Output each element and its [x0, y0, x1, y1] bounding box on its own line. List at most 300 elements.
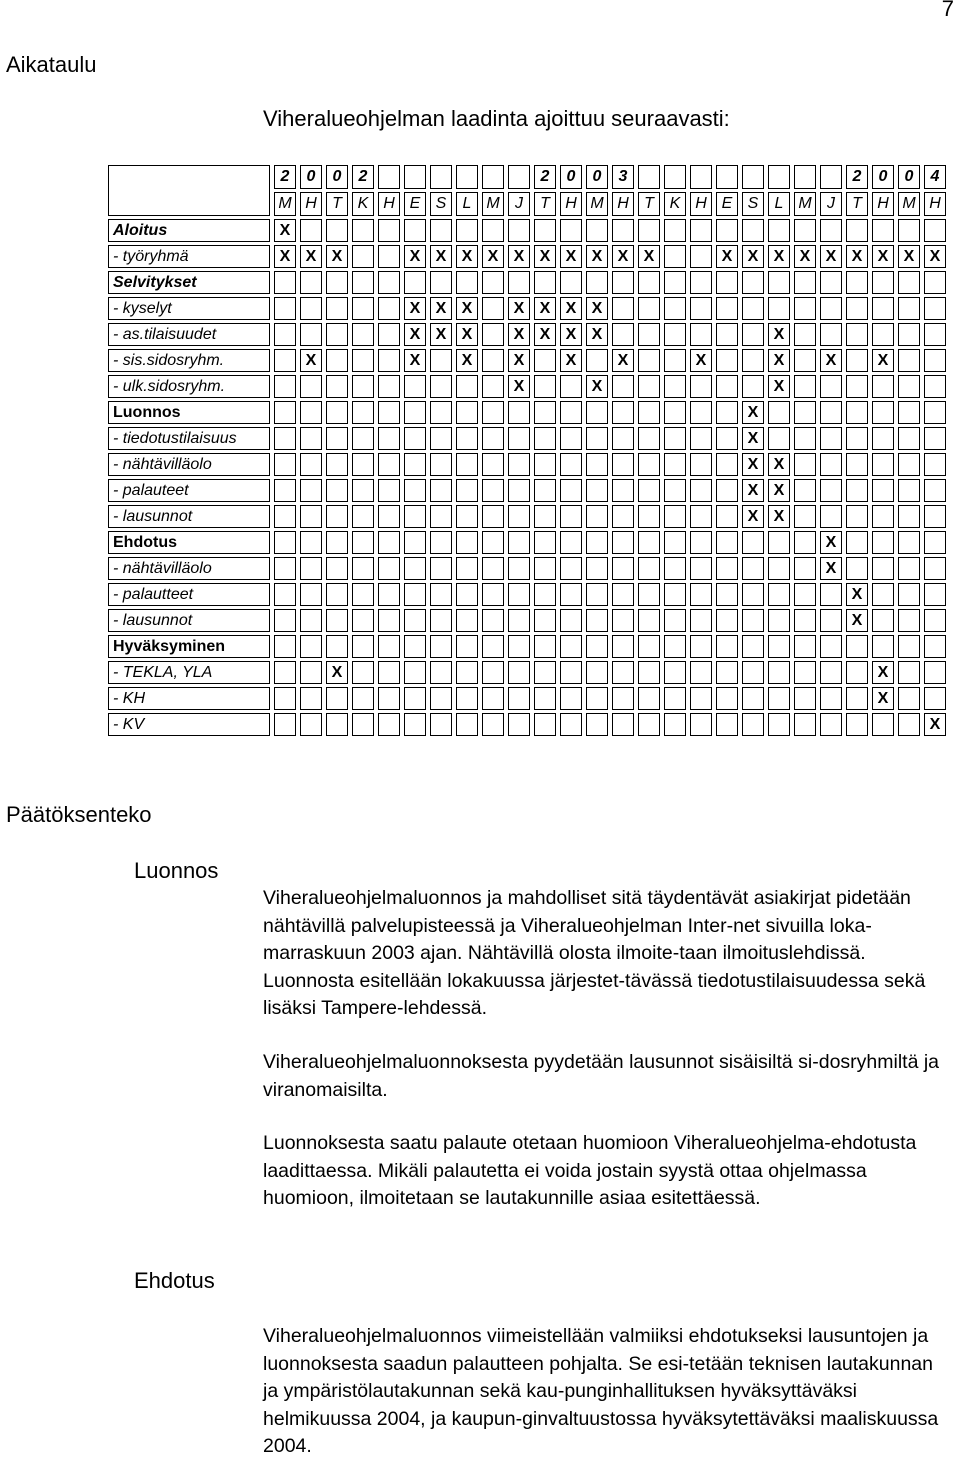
- schedule-cell: [846, 531, 868, 554]
- schedule-cell: [716, 635, 738, 658]
- schedule-cell: [560, 271, 582, 294]
- schedule-cell: [872, 635, 894, 658]
- schedule-cell: [300, 661, 322, 684]
- year-digit-cell: [456, 165, 478, 189]
- schedule-cell: X: [404, 323, 426, 346]
- year-digit-cell: 3: [612, 165, 634, 189]
- schedule-table: [104, 162, 950, 739]
- schedule-cell: [300, 583, 322, 606]
- schedule-cell: [274, 349, 296, 372]
- schedule-cell: [794, 557, 816, 580]
- schedule-cell: [924, 557, 946, 580]
- schedule-cell: [586, 271, 608, 294]
- schedule-cell: [638, 687, 660, 710]
- year-digit-cell: 0: [586, 165, 608, 189]
- schedule-cell: [326, 401, 348, 424]
- schedule-row: [108, 713, 946, 736]
- schedule-cell: [690, 531, 712, 554]
- schedule-cell: [560, 401, 582, 424]
- schedule-cell: X: [274, 219, 296, 242]
- schedule-cell: [768, 427, 790, 450]
- schedule-cell: [534, 479, 556, 502]
- schedule-cell: [430, 531, 452, 554]
- schedule-row-label: - kyselyt: [108, 297, 270, 320]
- schedule-cell: X: [768, 245, 790, 268]
- schedule-cell: [326, 297, 348, 320]
- schedule-cell: [924, 453, 946, 476]
- schedule-cell: [716, 427, 738, 450]
- schedule-cell: [326, 583, 348, 606]
- year-digit-cell: [690, 165, 712, 189]
- schedule-cell: [898, 401, 920, 424]
- schedule-cell: [560, 635, 582, 658]
- schedule-cell: X: [404, 349, 426, 372]
- schedule-row-label: - TEKLA, YLA: [108, 661, 270, 684]
- paragraph-luonnos-statements: Viheralueohjelmaluonnoksesta pyydetään lausunnot sisäisiltä si-dosryhmiltä ja viranomaisilta.: [263, 1051, 940, 1101]
- schedule-cell: X: [430, 245, 452, 268]
- schedule-cell: [690, 557, 712, 580]
- schedule-cell: [638, 427, 660, 450]
- schedule-cell: [326, 323, 348, 346]
- schedule-cell: [274, 323, 296, 346]
- schedule-cell: [274, 427, 296, 450]
- schedule-cell: X: [898, 245, 920, 268]
- schedule-cell: X: [742, 245, 764, 268]
- schedule-cell: [586, 713, 608, 736]
- schedule-cell: [638, 609, 660, 632]
- schedule-cell: [430, 505, 452, 528]
- schedule-cell: [352, 375, 374, 398]
- schedule-cell: [456, 557, 478, 580]
- schedule-cell: [742, 531, 764, 554]
- month-cell: M: [274, 192, 296, 216]
- schedule-cell: [534, 661, 556, 684]
- month-cell: K: [352, 192, 374, 216]
- year-digit-cell: 0: [300, 165, 322, 189]
- schedule-cell: [274, 713, 296, 736]
- schedule-cell: [378, 271, 400, 294]
- schedule-cell: [794, 661, 816, 684]
- schedule-row: [108, 401, 946, 424]
- schedule-cell: [794, 531, 816, 554]
- schedule-cell: [352, 713, 374, 736]
- schedule-cell: X: [742, 427, 764, 450]
- schedule-cell: [638, 323, 660, 346]
- schedule-cell: [586, 661, 608, 684]
- schedule-cell: [534, 401, 556, 424]
- schedule-cell: [378, 479, 400, 502]
- schedule-cell: [742, 635, 764, 658]
- schedule-cell: [300, 505, 322, 528]
- schedule-cell: [690, 427, 712, 450]
- schedule-row: [108, 349, 946, 372]
- schedule-cell: [924, 401, 946, 424]
- schedule-cell: [378, 583, 400, 606]
- schedule-cell: [482, 687, 504, 710]
- schedule-cell: [560, 557, 582, 580]
- schedule-cell: [872, 271, 894, 294]
- schedule-cell: [690, 245, 712, 268]
- schedule-cell: [352, 323, 374, 346]
- schedule-cell: [430, 375, 452, 398]
- schedule-cell: [872, 479, 894, 502]
- schedule-row-label: - palautteet: [108, 583, 270, 606]
- schedule-row: [108, 297, 946, 320]
- schedule-cell: [534, 583, 556, 606]
- schedule-cell: [716, 401, 738, 424]
- schedule-cell: [534, 609, 556, 632]
- schedule-cell: [794, 505, 816, 528]
- schedule-cell: [378, 375, 400, 398]
- schedule-cell: [690, 661, 712, 684]
- luonnos-label: Luonnos: [134, 858, 219, 883]
- section-title: Aikataulu: [6, 52, 97, 77]
- schedule-cell: [378, 635, 400, 658]
- schedule-cell: [716, 349, 738, 372]
- schedule-cell: [690, 453, 712, 476]
- schedule-cell: X: [742, 479, 764, 502]
- schedule-cell: [820, 635, 842, 658]
- schedule-cell: [794, 453, 816, 476]
- schedule-cell: X: [846, 245, 868, 268]
- schedule-cell: [898, 453, 920, 476]
- month-cell: E: [404, 192, 426, 216]
- schedule-cell: [326, 505, 348, 528]
- schedule-cell: [638, 271, 660, 294]
- schedule-cell: [638, 505, 660, 528]
- schedule-cell: X: [768, 505, 790, 528]
- schedule-cell: X: [456, 323, 478, 346]
- schedule-row-label: Selvitykset: [108, 271, 270, 294]
- schedule-cell: [846, 297, 868, 320]
- schedule-cell: [404, 505, 426, 528]
- schedule-cell: [638, 479, 660, 502]
- schedule-header-label: [108, 165, 270, 216]
- schedule-cell: [664, 661, 686, 684]
- schedule-cell: [690, 635, 712, 658]
- schedule-cell: [352, 297, 374, 320]
- schedule-cell: [612, 427, 634, 450]
- schedule-cell: [378, 453, 400, 476]
- schedule-cell: [638, 713, 660, 736]
- schedule-cell: [638, 583, 660, 606]
- schedule-cell: [482, 557, 504, 580]
- schedule-cell: X: [586, 297, 608, 320]
- schedule-cell: [742, 713, 764, 736]
- schedule-row: [108, 271, 946, 294]
- schedule-cell: [768, 609, 790, 632]
- schedule-cell: [768, 557, 790, 580]
- schedule-cell: [378, 505, 400, 528]
- schedule-cell: [404, 557, 426, 580]
- schedule-cell: [924, 609, 946, 632]
- month-cell: H: [924, 192, 946, 216]
- schedule-cell: [664, 297, 686, 320]
- schedule-cell: [508, 557, 530, 580]
- schedule-cell: [664, 713, 686, 736]
- schedule-cell: X: [508, 323, 530, 346]
- schedule-cell: [716, 557, 738, 580]
- schedule-cell: [404, 713, 426, 736]
- schedule-cell: [560, 505, 582, 528]
- schedule-row-label: - nähtävilläolo: [108, 557, 270, 580]
- schedule-cell: [794, 297, 816, 320]
- schedule-cell: [664, 583, 686, 606]
- schedule-cell: [846, 427, 868, 450]
- schedule-cell: [638, 661, 660, 684]
- schedule-cell: [560, 453, 582, 476]
- schedule-cell: [586, 531, 608, 554]
- month-cell: H: [300, 192, 322, 216]
- schedule-cell: [326, 713, 348, 736]
- schedule-cell: [664, 479, 686, 502]
- schedule-cell: [664, 453, 686, 476]
- schedule-cell: [612, 687, 634, 710]
- schedule-cell: [716, 219, 738, 242]
- schedule-cell: X: [534, 297, 556, 320]
- month-cell: M: [898, 192, 920, 216]
- schedule-cell: [274, 583, 296, 606]
- schedule-cell: [794, 323, 816, 346]
- schedule-cell: [508, 635, 530, 658]
- month-cell: T: [638, 192, 660, 216]
- schedule-cell: [508, 583, 530, 606]
- schedule-cell: [430, 609, 452, 632]
- schedule-row: [108, 323, 946, 346]
- year-digit-cell: 2: [352, 165, 374, 189]
- schedule-cell: [742, 557, 764, 580]
- schedule-cell: [742, 375, 764, 398]
- schedule-cell: [924, 219, 946, 242]
- schedule-row-label: - lausunnot: [108, 609, 270, 632]
- schedule-cell: [586, 219, 608, 242]
- schedule-cell: [768, 583, 790, 606]
- schedule-cell: [378, 557, 400, 580]
- schedule-cell: [378, 609, 400, 632]
- schedule-cell: [586, 349, 608, 372]
- schedule-cell: [742, 297, 764, 320]
- schedule-cell: [898, 323, 920, 346]
- schedule-cell: [898, 557, 920, 580]
- schedule-cell: [560, 609, 582, 632]
- schedule-cell: [612, 557, 634, 580]
- schedule-cell: [560, 713, 582, 736]
- schedule-cell: [430, 687, 452, 710]
- schedule-row: [108, 505, 946, 528]
- year-digit-cell: 0: [898, 165, 920, 189]
- year-digit-cell: [508, 165, 530, 189]
- month-cell: H: [872, 192, 894, 216]
- schedule-cell: [820, 505, 842, 528]
- schedule-row-label: - työryhmä: [108, 245, 270, 268]
- schedule-cell: [820, 609, 842, 632]
- schedule-cell: [430, 427, 452, 450]
- schedule-cell: X: [560, 297, 582, 320]
- schedule-cell: [716, 687, 738, 710]
- schedule-cell: [768, 401, 790, 424]
- schedule-cell: [456, 609, 478, 632]
- schedule-cell: [274, 531, 296, 554]
- schedule-cell: [274, 505, 296, 528]
- schedule-cell: X: [872, 349, 894, 372]
- schedule-cell: [872, 453, 894, 476]
- schedule-cell: [872, 505, 894, 528]
- schedule-cell: [534, 453, 556, 476]
- schedule-cell: [430, 349, 452, 372]
- schedule-cell: [326, 271, 348, 294]
- schedule-cell: [586, 583, 608, 606]
- schedule-cell: [274, 297, 296, 320]
- schedule-cell: [742, 271, 764, 294]
- schedule-cell: [378, 219, 400, 242]
- schedule-cell: [326, 479, 348, 502]
- schedule-cell: [378, 401, 400, 424]
- year-digit-cell: 2: [846, 165, 868, 189]
- schedule-cell: [456, 479, 478, 502]
- schedule-cell: X: [560, 323, 582, 346]
- schedule-cell: X: [534, 323, 556, 346]
- schedule-cell: [404, 583, 426, 606]
- schedule-cell: [612, 479, 634, 502]
- schedule-cell: [274, 609, 296, 632]
- schedule-row: [108, 245, 946, 268]
- month-cell: E: [716, 192, 738, 216]
- schedule-cell: [352, 479, 374, 502]
- schedule-cell: [612, 583, 634, 606]
- schedule-cell: [664, 531, 686, 554]
- schedule-cell: [352, 583, 374, 606]
- schedule-cell: [820, 323, 842, 346]
- schedule-cell: [378, 323, 400, 346]
- schedule-cell: [586, 687, 608, 710]
- schedule-cell: [586, 635, 608, 658]
- schedule-cell: [872, 713, 894, 736]
- schedule-row-label: - lausunnot: [108, 505, 270, 528]
- schedule-cell: [326, 609, 348, 632]
- schedule-cell: [794, 713, 816, 736]
- schedule-cell: [508, 505, 530, 528]
- schedule-cell: [820, 401, 842, 424]
- schedule-cell: [300, 687, 322, 710]
- schedule-cell: [300, 453, 322, 476]
- schedule-cell: [404, 401, 426, 424]
- schedule-cell: [404, 531, 426, 554]
- schedule-cell: [742, 661, 764, 684]
- schedule-cell: [612, 609, 634, 632]
- schedule-cell: [352, 427, 374, 450]
- schedule-cell: [664, 635, 686, 658]
- schedule-cell: [872, 323, 894, 346]
- schedule-cell: [482, 349, 504, 372]
- schedule-cell: [638, 401, 660, 424]
- schedule-cell: [690, 219, 712, 242]
- schedule-cell: [794, 687, 816, 710]
- schedule-cell: [846, 557, 868, 580]
- schedule-cell: [456, 453, 478, 476]
- schedule-cell: [586, 401, 608, 424]
- schedule-cell: [482, 453, 504, 476]
- schedule-cell: [300, 531, 322, 554]
- schedule-cell: [508, 687, 530, 710]
- schedule-cell: X: [794, 245, 816, 268]
- schedule-row: [108, 453, 946, 476]
- schedule-cell: [378, 531, 400, 554]
- schedule-cell: [638, 297, 660, 320]
- schedule-cell: [664, 219, 686, 242]
- schedule-cell: [508, 713, 530, 736]
- schedule-cell: [326, 557, 348, 580]
- schedule-cell: [768, 661, 790, 684]
- month-cell: M: [586, 192, 608, 216]
- schedule-cell: [846, 479, 868, 502]
- schedule-cell: [924, 271, 946, 294]
- schedule-cell: X: [612, 245, 634, 268]
- year-digit-cell: 0: [872, 165, 894, 189]
- schedule-cell: [456, 713, 478, 736]
- schedule-cell: [612, 453, 634, 476]
- schedule-cell: X: [326, 661, 348, 684]
- year-digit-cell: [378, 165, 400, 189]
- schedule-cell: [898, 583, 920, 606]
- schedule-cell: [586, 609, 608, 632]
- schedule-cell: [352, 271, 374, 294]
- schedule-cell: [300, 609, 322, 632]
- schedule-cell: X: [820, 557, 842, 580]
- schedule-row-label: - palauteet: [108, 479, 270, 502]
- schedule-cell: [768, 635, 790, 658]
- schedule-row-label: - ulk.sidosryhm.: [108, 375, 270, 398]
- schedule-cell: [508, 531, 530, 554]
- schedule-cell: [898, 505, 920, 528]
- schedule-cell: [326, 687, 348, 710]
- schedule-cell: [430, 401, 452, 424]
- schedule-row: [108, 479, 946, 502]
- schedule-cell: [482, 323, 504, 346]
- month-cell: S: [742, 192, 764, 216]
- schedule-row: [108, 531, 946, 554]
- schedule-cell: [820, 453, 842, 476]
- schedule-cell: [352, 635, 374, 658]
- schedule-cell: X: [482, 245, 504, 268]
- schedule-cell: [794, 583, 816, 606]
- schedule-cell: [794, 427, 816, 450]
- schedule-cell: X: [924, 713, 946, 736]
- year-digit-cell: [768, 165, 790, 189]
- schedule-cell: [690, 687, 712, 710]
- schedule-cell: X: [716, 245, 738, 268]
- schedule-cell: [378, 713, 400, 736]
- schedule-cell: [664, 557, 686, 580]
- schedule-cell: [482, 505, 504, 528]
- schedule-cell: [690, 505, 712, 528]
- schedule-cell: [794, 479, 816, 502]
- month-cell: H: [690, 192, 712, 216]
- schedule-cell: [690, 713, 712, 736]
- schedule-row: [108, 609, 946, 632]
- schedule-cell: [326, 375, 348, 398]
- schedule-cell: [352, 661, 374, 684]
- month-cell: J: [508, 192, 530, 216]
- schedule-cell: [820, 375, 842, 398]
- schedule-cell: [898, 375, 920, 398]
- schedule-cell: [560, 687, 582, 710]
- schedule-cell: [352, 687, 374, 710]
- schedule-cell: [820, 661, 842, 684]
- schedule-cell: [430, 271, 452, 294]
- schedule-cell: [898, 271, 920, 294]
- schedule-cell: X: [768, 349, 790, 372]
- schedule-cell: [508, 401, 530, 424]
